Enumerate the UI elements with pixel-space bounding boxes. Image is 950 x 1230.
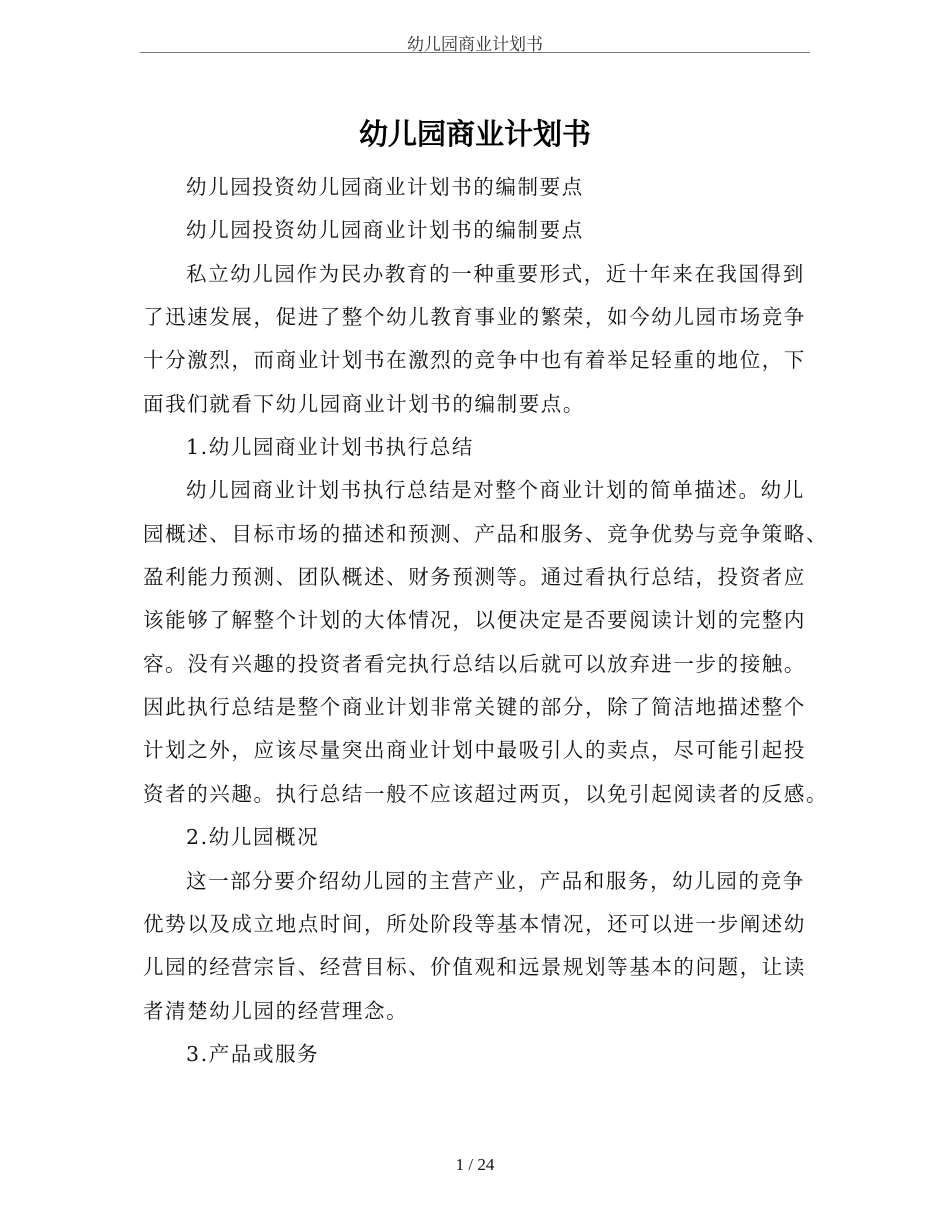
text-line: 盈利能力预测、团队概述、财务预测等。通过看执行总结，投资者应: [143, 565, 806, 590]
text-line: 优势以及成立地点时间，所处阶段等基本情况，还可以进一步阐述幼: [143, 911, 806, 936]
header-rule: [140, 52, 810, 53]
paragraph: [143, 209, 823, 252]
text-line: 3.产品或服务: [186, 1041, 320, 1066]
text-line: 资者的兴趣。执行总结一般不应该超过两页，以免引起阅读者的反感。: [143, 781, 829, 806]
text-line: 这一部分要介绍幼儿园的主营产业，产品和服务，幼儿园的竞争: [186, 868, 805, 893]
text-line: 了迅速发展，促进了整个幼儿教育事业的繁荣，如今幼儿园市场竞争: [143, 305, 806, 330]
paragraph: [143, 469, 829, 816]
text-line: 2.幼儿园概况: [186, 825, 320, 850]
paragraph: [143, 860, 823, 1033]
paragraph: [143, 426, 823, 469]
text-line: 幼儿园投资幼儿园商业计划书的编制要点: [186, 175, 584, 199]
running-header: 幼儿园商业计划书: [407, 35, 543, 55]
text-line: 者清楚幼儿园的经营理念。: [143, 998, 409, 1023]
page-number: 1 / 24: [455, 1155, 495, 1174]
paragraph: [143, 1033, 823, 1076]
paragraph: [143, 166, 823, 209]
text-line: 幼儿园投资幼儿园商业计划书的编制要点: [186, 218, 584, 243]
paragraph: [143, 253, 823, 426]
text-line: 儿园的经营宗旨、经营目标、价值观和远景规划等基本的问题，让读: [143, 955, 806, 980]
document-title: 幼儿园商业计划书: [358, 117, 591, 151]
text-line: 园概述、目标市场的描述和预测、产品和服务、竞争优势与竞争策略、: [143, 521, 829, 546]
text-line: 容。没有兴趣的投资者看完执行总结以后就可以放弃进一步的接触。: [143, 651, 806, 676]
text-line: 面我们就看下幼儿园商业计划书的编制要点。: [143, 391, 585, 416]
text-line: 幼儿园商业计划书执行总结是对整个商业计划的简单描述。幼儿: [186, 478, 805, 503]
paragraph: [143, 816, 823, 859]
text-line: 该能够了解整个计划的大体情况，以便决定是否要阅读计划的完整内: [143, 608, 806, 633]
text-line: 因此执行总结是整个商业计划非常关键的部分，除了简洁地描述整个: [143, 695, 806, 720]
text-line: 十分激烈，而商业计划书在激烈的竞争中也有着举足轻重的地位，下: [143, 348, 806, 373]
text-line: 1.幼儿园商业计划书执行总结: [186, 435, 474, 460]
text-line: 计划之外，应该尽量突出商业计划中最吸引人的卖点，尽可能引起投: [143, 738, 806, 763]
text-line: 私立幼儿园作为民办教育的一种重要形式，近十年来在我国得到: [186, 261, 805, 286]
document-body: [143, 166, 829, 1076]
